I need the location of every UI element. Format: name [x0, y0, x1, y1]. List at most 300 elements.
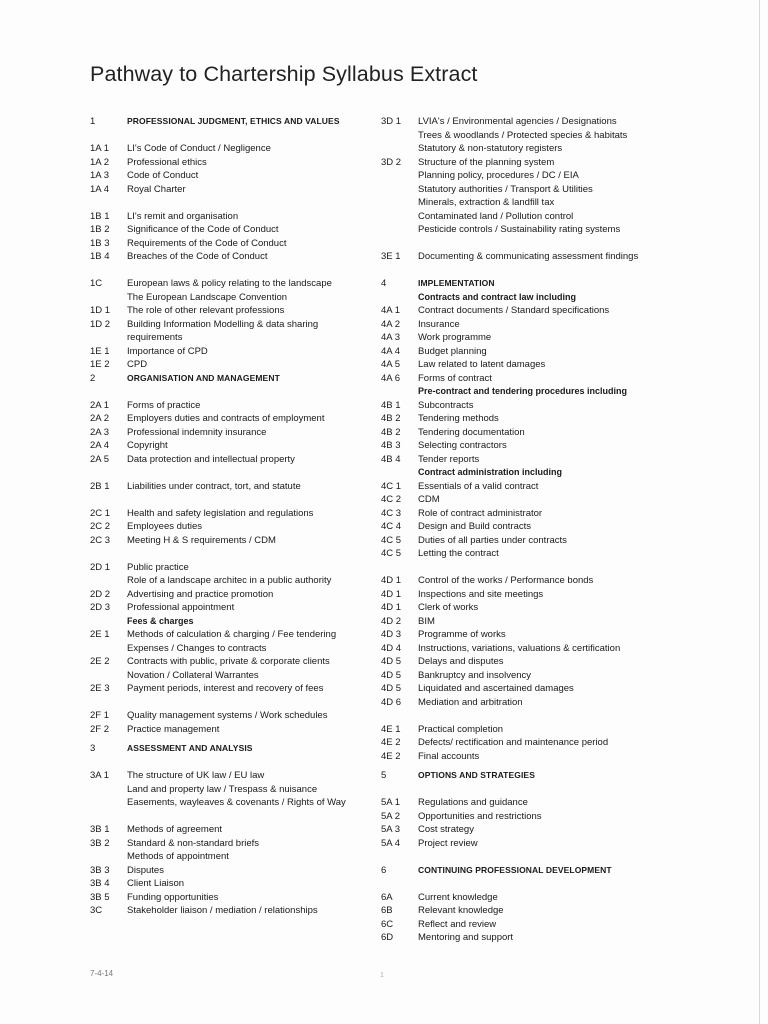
item-text: Structure of the planning system — [418, 156, 555, 168]
syllabus-item — [90, 453, 375, 467]
syllabus-item — [90, 277, 375, 291]
item-text: Design and Build contracts — [418, 521, 532, 532]
item-code: 4C 3 — [381, 507, 402, 519]
item-text: Planning policy, procedures / DC / EIA — [418, 170, 579, 181]
item-text: LI's remit and organisation — [127, 210, 239, 222]
item-code: 2E 3 — [90, 683, 110, 694]
item-code: 4C 2 — [381, 494, 402, 505]
item-text: Methods of calculation & charging / Fee tendering — [127, 629, 337, 640]
item-text: Copyright — [127, 440, 168, 451]
syllabus-item — [381, 345, 671, 359]
item-text: Statutory & non-statutory registers — [418, 143, 563, 154]
item-text: Contracts with public, private & corporate clients — [127, 656, 330, 667]
item-text: Letting the contract — [418, 548, 499, 559]
item-text: Contracts and contract law including — [418, 291, 577, 302]
syllabus-item — [381, 493, 671, 507]
item-text: requirements — [127, 332, 183, 343]
syllabus-item — [381, 142, 671, 156]
item-text: PROFESSIONAL JUDGMENT, ETHICS AND VALUES — [127, 116, 340, 126]
subsection-heading — [90, 615, 375, 629]
item-code: 3D 2 — [381, 156, 402, 168]
item-text: Opportunities and restrictions — [418, 810, 542, 822]
item-text: Significance of the Code of Conduct — [127, 224, 279, 235]
item-text: Breaches of the Code of Conduct — [127, 251, 268, 262]
item-code: 4D 3 — [381, 629, 402, 640]
item-code — [381, 385, 418, 399]
syllabus-item — [90, 561, 375, 575]
item-code: 2C 2 — [90, 521, 111, 532]
item-code: 4E 1 — [381, 723, 401, 735]
syllabus-item — [381, 169, 671, 183]
item-text: OPTIONS AND STRATEGIES — [418, 770, 535, 780]
syllabus-item — [90, 642, 375, 656]
item-text: Payment periods, interest and recovery of fees — [127, 683, 324, 694]
item-text: CONTINUING PROFESSIONAL DEVELOPMENT — [418, 864, 612, 875]
item-code: 4C 5 — [381, 534, 402, 546]
syllabus-item — [381, 615, 671, 629]
item-code: 5A 4 — [381, 837, 401, 849]
item-text: Subcontracts — [418, 399, 474, 411]
syllabus-item — [381, 669, 671, 683]
syllabus-item — [381, 534, 671, 548]
section-heading — [381, 864, 671, 878]
syllabus-item — [90, 574, 375, 588]
item-code: 4C 1 — [381, 480, 402, 492]
item-code: 3B 5 — [90, 891, 110, 903]
item-code — [381, 466, 418, 480]
item-code — [90, 574, 127, 588]
item-text: The structure of UK law / EU law — [127, 770, 265, 781]
item-text: Disputes — [127, 864, 164, 876]
item-code: 5A 3 — [381, 824, 401, 835]
item-code: 4D 4 — [381, 642, 402, 654]
item-code: 4D 1 — [381, 575, 402, 586]
item-code: 2B 1 — [90, 480, 110, 492]
item-code — [90, 796, 127, 810]
item-code: 4D 5 — [381, 656, 402, 667]
item-text: Defects/ rectification and maintenance period — [418, 737, 609, 748]
item-text: Easements, wayleaves & covenants / Rights of Way — [127, 797, 346, 808]
syllabus-item — [381, 642, 671, 656]
item-code: 4E 2 — [381, 737, 401, 748]
syllabus-item — [381, 918, 671, 932]
item-text: Trees & woodlands / Protected species & habitats — [418, 129, 628, 141]
syllabus-item — [381, 196, 671, 210]
item-text: Relevant knowledge — [418, 905, 504, 916]
syllabus-item — [381, 439, 671, 453]
syllabus-item — [90, 904, 375, 918]
item-code: 3E 1 — [381, 251, 401, 262]
item-text: Tender reports — [418, 453, 480, 465]
item-code: 3A 1 — [90, 770, 110, 781]
syllabus-item — [90, 723, 375, 737]
item-code: 1B 1 — [90, 210, 110, 222]
item-code: 3 — [90, 743, 96, 754]
spacer — [90, 264, 375, 278]
spacer — [381, 264, 671, 278]
item-code: 2E 1 — [90, 629, 110, 640]
item-text: Control of the works / Performance bonds — [418, 575, 594, 586]
item-text: Insurance — [418, 318, 460, 330]
syllabus-item — [90, 628, 375, 642]
item-code: 4D 6 — [381, 696, 402, 708]
item-text: Code of Conduct — [127, 170, 199, 181]
item-code: 4D 1 — [381, 602, 402, 613]
item-code — [90, 615, 127, 629]
syllabus-item — [90, 183, 375, 197]
spacer — [90, 810, 375, 824]
syllabus-item — [90, 601, 375, 615]
syllabus-item — [381, 601, 671, 615]
item-text: Budget planning — [418, 345, 487, 357]
item-code: 3B 4 — [90, 878, 110, 889]
spacer — [90, 466, 375, 480]
scan-edge — [759, 0, 760, 1024]
syllabus-item — [90, 534, 375, 548]
item-text: Methods of agreement — [127, 824, 223, 835]
item-text: Mentoring and support — [418, 932, 514, 943]
item-text: Current knowledge — [418, 891, 498, 903]
left-column — [90, 115, 375, 918]
item-code: 2D 3 — [90, 602, 111, 613]
item-text: Professional appointment — [127, 602, 235, 613]
item-code: 5 — [381, 770, 387, 781]
item-text: CPD — [127, 359, 148, 370]
syllabus-item — [90, 399, 375, 413]
item-code: 4A 3 — [381, 332, 401, 343]
item-text: Work programme — [418, 332, 492, 343]
item-text: IMPLEMENTATION — [418, 278, 495, 288]
syllabus-item — [90, 156, 375, 170]
item-text: Selecting contractors — [418, 440, 507, 451]
item-text: Employers duties and contracts of employment — [127, 413, 325, 424]
syllabus-item — [90, 864, 375, 878]
item-text: Public practice — [127, 561, 189, 573]
syllabus-item — [381, 736, 671, 750]
syllabus-item — [90, 169, 375, 183]
item-code: 3B 2 — [90, 837, 110, 849]
item-text: Statutory authorities / Transport & Utilities — [418, 183, 593, 195]
item-text: Pesticide controls / Sustainability rating systems — [418, 224, 621, 235]
item-text: Final accounts — [418, 750, 480, 762]
item-text: LVIA's / Environmental agencies / Designations — [418, 116, 617, 127]
spacer — [381, 877, 671, 891]
item-code: 2A 2 — [90, 413, 110, 424]
item-text: Requirements of the Code of Conduct — [127, 237, 287, 249]
item-text: Employees duties — [127, 521, 202, 532]
item-code: 6 — [381, 864, 387, 876]
item-code: 5A 1 — [381, 797, 401, 808]
item-text: Quality management systems / Work schedules — [127, 710, 328, 721]
item-code: 2D 1 — [90, 561, 111, 573]
item-text: ORGANISATION AND MANAGEMENT — [127, 372, 280, 383]
syllabus-item — [90, 796, 375, 810]
page-title: Pathway to Chartership Syllabus Extract — [90, 62, 478, 86]
syllabus-item — [381, 520, 671, 534]
item-text: Practical completion — [418, 723, 504, 735]
item-code: 2F 2 — [90, 723, 110, 735]
item-code: 5A 2 — [381, 810, 401, 822]
item-code: 4D 1 — [381, 588, 402, 600]
item-code: 4A 5 — [381, 359, 401, 370]
item-text: Stakeholder liaison / mediation / relationships — [127, 905, 318, 916]
syllabus-item — [90, 891, 375, 905]
syllabus-item — [90, 520, 375, 534]
item-code: 6B — [381, 905, 393, 916]
item-code — [90, 291, 127, 305]
item-code: 6D — [381, 932, 394, 943]
item-text: Clerk of works — [418, 602, 479, 613]
syllabus-item — [381, 412, 671, 426]
syllabus-item — [381, 223, 671, 237]
item-code — [90, 783, 127, 797]
syllabus-item — [90, 223, 375, 237]
syllabus-item — [381, 655, 671, 669]
item-code: 4D 2 — [381, 615, 402, 627]
syllabus-item — [381, 696, 671, 710]
item-code — [381, 210, 418, 224]
item-code — [381, 223, 418, 237]
syllabus-item — [90, 877, 375, 891]
spacer — [381, 561, 671, 575]
spacer — [381, 709, 671, 723]
section-heading — [381, 277, 671, 291]
syllabus-item — [90, 439, 375, 453]
item-text: Royal Charter — [127, 183, 186, 195]
spacer — [90, 493, 375, 507]
item-text: CDM — [418, 494, 440, 505]
item-code — [90, 642, 127, 656]
item-text: Bankruptcy and insolvency — [418, 669, 532, 681]
item-code: 4 — [381, 278, 387, 289]
item-code: 1B 4 — [90, 251, 110, 262]
syllabus-item — [381, 628, 671, 642]
item-code: 1B 2 — [90, 224, 110, 235]
right-column — [381, 115, 671, 945]
syllabus-item — [90, 837, 375, 851]
item-code: 1A 1 — [90, 143, 110, 154]
item-code: 2F 1 — [90, 710, 110, 721]
item-code — [90, 331, 127, 345]
section-heading — [90, 115, 375, 129]
syllabus-item — [381, 156, 671, 170]
item-text: Minerals, extraction & landfill tax — [418, 197, 555, 208]
item-text: Reflect and review — [418, 918, 497, 930]
item-code: 1D 1 — [90, 305, 111, 316]
syllabus-item — [381, 399, 671, 413]
item-text: Meeting H & S requirements / CDM — [127, 534, 276, 546]
syllabus-item — [90, 669, 375, 683]
syllabus-item — [381, 823, 671, 837]
item-code: 2E 2 — [90, 656, 110, 667]
item-code: 4C 4 — [381, 521, 402, 532]
syllabus-item — [381, 682, 671, 696]
spacer — [90, 696, 375, 710]
syllabus-item — [90, 291, 375, 305]
item-code: 1A 4 — [90, 183, 110, 195]
subsection-heading — [381, 385, 671, 399]
item-text: Delays and disputes — [418, 656, 504, 667]
item-text: Novation / Collateral Warrantes — [127, 669, 259, 681]
spacer — [90, 756, 375, 770]
item-code: 4B 1 — [381, 399, 401, 411]
item-text: The European Landscape Convention — [127, 291, 288, 303]
spacer — [90, 385, 375, 399]
item-text: Data protection and intellectual property — [127, 453, 295, 465]
item-text: Client Liaison — [127, 878, 185, 889]
item-code: 1A 3 — [90, 170, 110, 181]
syllabus-item — [90, 850, 375, 864]
item-code: 2C 3 — [90, 534, 111, 546]
syllabus-item — [381, 183, 671, 197]
item-code: 4B 4 — [381, 453, 401, 465]
item-text: Documenting & communicating assessment findings — [418, 251, 639, 262]
item-text: Regulations and guidance — [418, 797, 528, 808]
item-code — [90, 669, 127, 683]
syllabus-item — [381, 318, 671, 332]
item-text: ASSESSMENT AND ANALYSIS — [127, 743, 253, 753]
page-number: 1 — [380, 972, 384, 979]
syllabus-item — [381, 115, 671, 129]
item-text: Programme of works — [418, 629, 506, 640]
item-text: Practice management — [127, 723, 220, 735]
item-text: Instructions, variations, valuations & certification — [418, 642, 621, 654]
item-code: 6C — [381, 918, 394, 930]
item-text: Standard & non-standard briefs — [127, 837, 260, 849]
syllabus-item — [381, 931, 671, 945]
item-text: Contract documents / Standard specifications — [418, 305, 610, 316]
item-code: 2C 1 — [90, 507, 111, 519]
item-text: Health and safety legislation and regulations — [127, 507, 314, 519]
item-code — [381, 142, 418, 156]
item-code: 3B 1 — [90, 824, 110, 835]
spacer — [381, 850, 671, 864]
syllabus-item — [381, 358, 671, 372]
syllabus-item — [90, 507, 375, 521]
item-code: 1E 2 — [90, 359, 110, 370]
syllabus-item — [381, 723, 671, 737]
item-code: 4D 5 — [381, 669, 402, 681]
item-code: 4B 3 — [381, 440, 401, 451]
syllabus-item — [90, 142, 375, 156]
item-text: European laws & policy relating to the landscape — [127, 278, 332, 289]
item-code: 4B 2 — [381, 426, 401, 438]
item-code — [381, 183, 418, 197]
syllabus-item — [90, 318, 375, 332]
item-text: Inspections and site meetings — [418, 588, 544, 600]
syllabus-item — [381, 904, 671, 918]
syllabus-item — [90, 709, 375, 723]
item-text: Liabilities under contract, tort, and statute — [127, 480, 301, 492]
item-code — [381, 129, 418, 143]
syllabus-item — [90, 588, 375, 602]
syllabus-item — [90, 210, 375, 224]
item-text: Liquidated and ascertained damages — [418, 683, 574, 694]
item-code: 1A 2 — [90, 156, 110, 168]
syllabus-item — [90, 769, 375, 783]
item-text: Pre-contract and tendering procedures including — [418, 386, 628, 396]
syllabus-item — [381, 588, 671, 602]
syllabus-item — [90, 823, 375, 837]
item-text: Building Information Modelling & data sharing — [127, 318, 319, 330]
item-text: Fees & charges — [127, 615, 194, 626]
item-code: 4D 5 — [381, 683, 402, 694]
spacer — [90, 547, 375, 561]
item-text: Expenses / Changes to contracts — [127, 642, 267, 654]
item-code: 1E 1 — [90, 345, 110, 357]
syllabus-item — [90, 250, 375, 264]
syllabus-item — [381, 453, 671, 467]
item-code: 4A 2 — [381, 318, 401, 330]
item-code: 4A 1 — [381, 305, 401, 316]
item-code: 4C 5 — [381, 548, 402, 559]
syllabus-item — [381, 796, 671, 810]
item-code: 6A — [381, 891, 393, 903]
item-code: 1D 2 — [90, 318, 111, 330]
item-text: Advertising and practice promotion — [127, 588, 274, 600]
syllabus-item — [381, 129, 671, 143]
syllabus-item — [381, 574, 671, 588]
item-text: Role of a landscape architec in a public authority — [127, 575, 332, 586]
item-code — [90, 850, 127, 864]
syllabus-item — [90, 412, 375, 426]
item-code: 4E 2 — [381, 750, 401, 762]
item-text: Contract administration including — [418, 467, 563, 477]
syllabus-item — [90, 331, 375, 345]
syllabus-item — [381, 750, 671, 764]
subsection-heading — [381, 291, 671, 305]
item-text: Duties of all parties under contracts — [418, 534, 567, 546]
syllabus-item — [90, 655, 375, 669]
syllabus-item — [381, 304, 671, 318]
item-code — [381, 291, 418, 305]
item-text: Importance of CPD — [127, 345, 208, 357]
footer-date: 7-4-14 — [90, 969, 114, 978]
section-heading — [90, 742, 375, 756]
item-text: Professional indemnity insurance — [127, 426, 267, 438]
syllabus-item — [90, 358, 375, 372]
spacer — [381, 237, 671, 251]
item-text: Land and property law / Trespass & nuisance — [127, 783, 318, 795]
item-code: 2A 1 — [90, 399, 110, 411]
item-text: Professional ethics — [127, 156, 207, 168]
syllabus-item — [90, 682, 375, 696]
syllabus-item — [90, 345, 375, 359]
syllabus-item — [381, 210, 671, 224]
syllabus-item — [381, 426, 671, 440]
item-code: 1C — [90, 278, 103, 289]
subsection-heading — [381, 466, 671, 480]
item-text: Essentials of a valid contract — [418, 480, 539, 492]
item-text: Funding opportunities — [127, 891, 219, 903]
item-code: 2A 5 — [90, 453, 110, 465]
item-text: Forms of practice — [127, 399, 201, 411]
item-code: 1B 3 — [90, 237, 110, 249]
syllabus-item — [90, 783, 375, 797]
syllabus-item — [381, 837, 671, 851]
syllabus-item — [90, 426, 375, 440]
item-text: Law related to latent damages — [418, 359, 546, 370]
item-text: Mediation and arbitration — [418, 696, 523, 708]
item-text: Role of contract administrator — [418, 507, 543, 519]
item-code: 3D 1 — [381, 116, 402, 127]
syllabus-item — [381, 250, 671, 264]
syllabus-item — [381, 810, 671, 824]
item-code: 4A 6 — [381, 372, 401, 384]
syllabus-item — [381, 891, 671, 905]
syllabus-item — [381, 547, 671, 561]
syllabus-item — [90, 237, 375, 251]
